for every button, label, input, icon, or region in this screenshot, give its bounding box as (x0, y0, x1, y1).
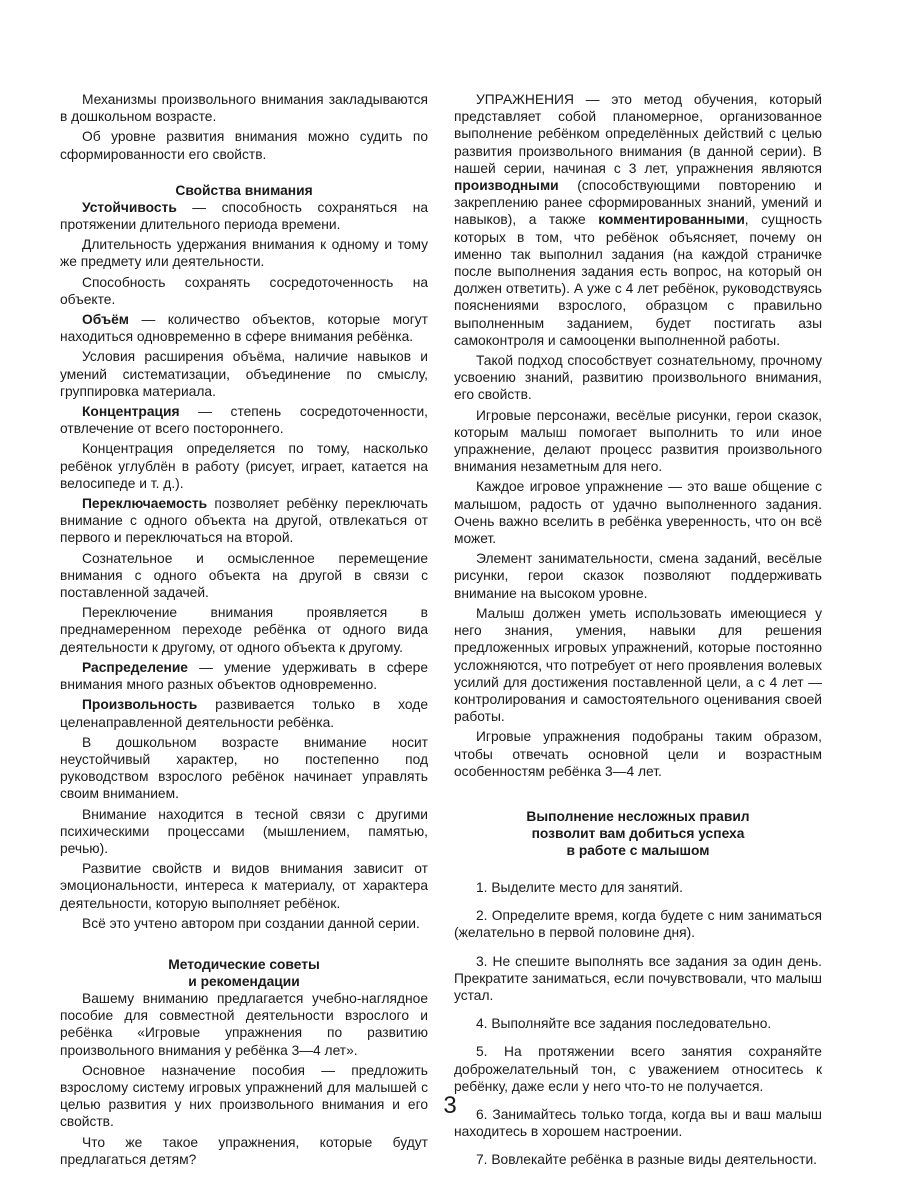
bold-term: комментированными (598, 212, 745, 228)
property-paragraph (60, 199, 428, 233)
term: Устойчивость (82, 199, 177, 215)
section-heading-line: и рекомендации (188, 973, 300, 989)
paragraph: Такой подход способствует сознательному, прочному усвоению знаний, развитию произвольного внимания, его свойств. (454, 353, 822, 403)
term: Переключаемость (82, 496, 208, 512)
definition: — количество объектов, которые могут находиться одновременно в сфере внимания ребёнка. (60, 312, 428, 345)
paragraph: Концентрация определяется по тому, насколько ребёнок углублён в работу (рисует, играет, катается на велосипеде и т. д.). (60, 441, 428, 491)
paragraph: Игровые персонажи, весёлые рисунки, герои сказок, которым малыш помогает выполнить то или иное упражнение, делают процесс развития произвольного внимания незаметным для него. (454, 407, 822, 475)
rule-item: 7. Вовлекайте ребёнка в разные виды деятельности. (476, 1152, 817, 1168)
term: Объём (82, 312, 130, 328)
paragraph: Длительность удержания внимания к одному и тому же предмету или деятельности. (60, 237, 428, 270)
property-paragraph (60, 696, 428, 730)
property-paragraph (60, 495, 428, 547)
definition: — степень сосредоточенности, отвлечение от всего постороннего. (60, 404, 428, 437)
paragraph: Вашему вниманию предлагается учебно-наглядное пособие для совместной деятельности взрослого и ребёнка «Игровые упражнения по развитию произвольного внимания у ребёнка 3—4 лет». (60, 990, 428, 1058)
term: Распределение (82, 659, 188, 675)
rule-item: 6. Занимайтесь только тогда, когда вы и ваш малыш находитесь в хорошем настроении. (454, 1106, 822, 1140)
intro-paragraph: Механизмы произвольного внимания закладываются в дошкольном возрасте. (60, 92, 428, 125)
paragraph: Сознательное и осмысленное перемещение внимания с одного объекта на другой в связи с поставленной задачей. (60, 550, 428, 601)
intro-paragraph: Об уровне развития внимания можно судить по сформированности его свойств. (60, 129, 428, 162)
paragraph: Основное назначение пособия — предложить взрослому систему игровых упражнений для малышей с целью развития у них произвольного внимания и его свойств. (60, 1062, 428, 1130)
right-column (454, 91, 822, 1180)
section-heading: Свойства внимания (175, 182, 313, 198)
page-number: 3 (443, 1092, 457, 1119)
rules-heading-line: в работе с малышом (566, 842, 710, 858)
text-run: , сущность которых в том, что ребёнок объясняет, почему он именно так выполнил задания (на каждой страничке после выполнения задания есть вопрос, на который он должен ответить). А уже с 4 лет ребёнок, руководствуясь пояснениями взрослого, образцом с правильно выполненным заданием, будет постигать азы самоконтроля и самооценки выполненной работы. (454, 212, 823, 348)
text-run: (способствующими повторению и закреплению ранее сформированных знаний, умений и навыков), а также (454, 178, 822, 228)
definition: развивается только в ходе целенаправленной деятельности ребёнка. (60, 697, 428, 730)
bold-term: производными (454, 178, 559, 194)
paragraph: Способность сохранять сосредоточенность на объекте. (60, 274, 428, 307)
rules-heading: Выполнение несложных правил (526, 808, 750, 824)
rule-item: 1. Выделите место для занятий. (476, 879, 683, 895)
property-paragraph (60, 403, 428, 437)
rule-item: 5. На протяжении всего занятия сохраняйте доброжелательный тон, с уважением относитесь к ребёнку, даже если у него что-то не получается. (454, 1044, 822, 1094)
left-column (60, 91, 428, 1171)
exercises-paragraph (454, 91, 822, 349)
rules-heading-line: позволит вам добиться успеха (531, 825, 745, 841)
paragraph: В дошкольном возрасте внимание носит неустойчивый характер, но постепенно под руководством взрослого ребёнок начинает управлять своим вниманием. (60, 734, 428, 802)
rule-item: 3. Не спешите выполнять все задания за один день. Прекратите заниматься, если почувствовали, что малыш устал. (454, 953, 822, 1003)
paragraph: Малыш должен уметь использовать имеющиеся у него знания, умения, навыки для решения предложенных игровых упражнений, которые постоянно усложняются, что потребует от него проявления волевых усилий для достижения поставленной цели, а с 4 лет — контролирования и самостоятельного оценивания своей работы. (454, 605, 822, 725)
paragraph: Развитие свойств и видов внимания зависит от эмоциональности, интереса к материалу, от характера деятельности, которую выполняет ребёнок. (60, 861, 428, 911)
paragraph: Что же такое упражнения, которые будут предлагаться детям? (60, 1134, 428, 1167)
property-paragraph (60, 311, 428, 345)
paragraph: Переключение внимания проявляется в преднамеренном переходе ребёнка от одного вида деятельности к другому, от одного объекта к другому. (60, 605, 428, 655)
property-paragraph (60, 659, 428, 693)
rule-item: 4. Выполняйте все задания последовательно. (476, 1016, 772, 1032)
paragraph: Игровые упражнения подобраны таким образом, чтобы отвечать основной цели и возрастным особенностям ребёнка 3—4 лет. (454, 729, 822, 779)
text-run: УПРАЖНЕНИЯ — это метод обучения, который представляет собой планомерное, организованное выполнение ребёнком определённых действий с целью развития произвольного внимания (в данной серии). В нашей серии, начиная с 3 лет, упражнения являются (454, 92, 822, 176)
paragraph: Внимание находится в тесной связи с другими психическими процессами (мышлением, памятью, речью). (60, 806, 428, 856)
paragraph: Всё это учтено автором при создании данной серии. (82, 915, 420, 931)
term: Концентрация (82, 404, 180, 420)
term: Произвольность (82, 697, 198, 713)
paragraph: Каждое игровое упражнение — это ваше общение с малышом, радость от удачно выполненного задания. Очень важно вселить в ребёнка уверенность, что он всё может. (454, 479, 822, 547)
definition: позволяет ребёнку переключать внимание с одного объекта на другой, отвлекаться от первого и переключаться на второй. (60, 496, 428, 546)
definition: — умение удерживать в сфере внимания много разных объектов одновременно. (60, 659, 428, 693)
rule-item: 2. Определите время, когда будете с ним заниматься (желательно в первой половине дня). (454, 908, 822, 941)
paragraph: Элемент занимательности, смена заданий, весёлые рисунки, герои сказок позволяют поддерживать внимание на высоком уровне. (454, 551, 822, 601)
paragraph: Условия расширения объёма, наличие навыков и умений систематизации, объединение по смыслу, группировка материала. (60, 349, 428, 399)
definition: — способность сохраняться на протяжении длительного периода времени. (60, 199, 428, 233)
section-heading: Методические советы (168, 956, 320, 972)
